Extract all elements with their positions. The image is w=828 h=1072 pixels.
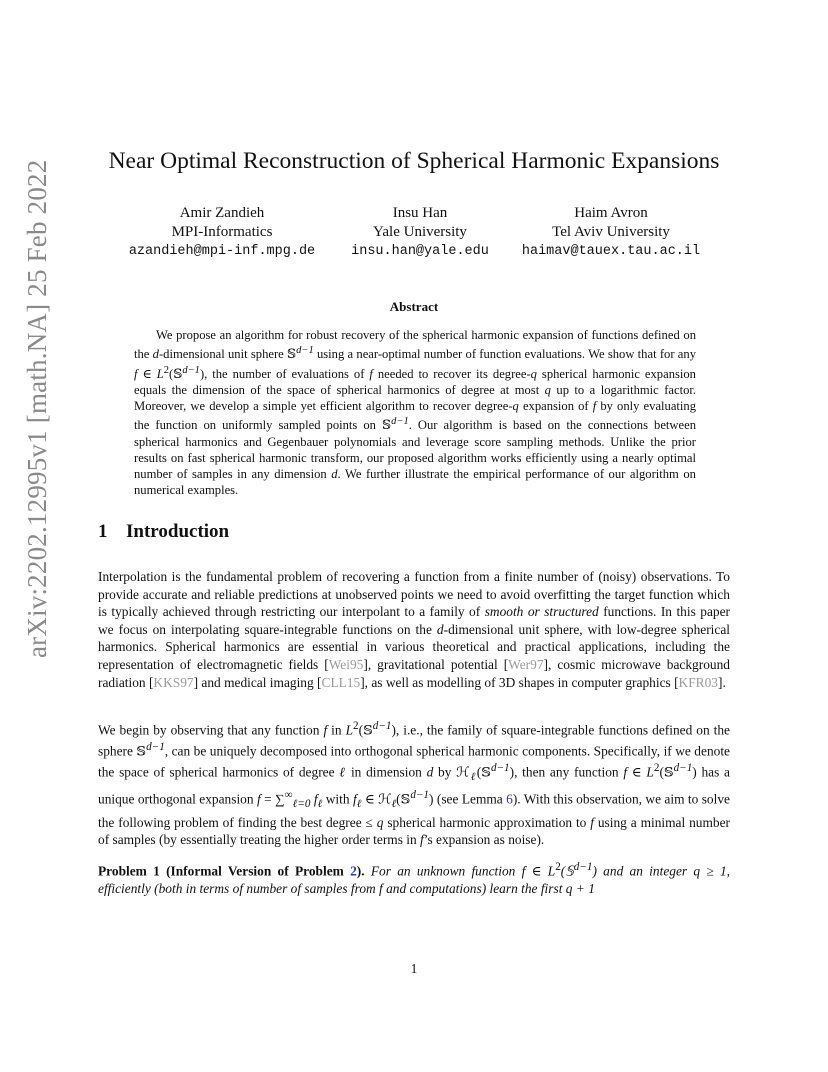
author-email[interactable]: azandieh@mpi-inf.mpg.de <box>128 244 316 259</box>
author-name: Insu Han <box>392 205 448 221</box>
author-affiliation: Tel Aviv University <box>552 224 670 240</box>
citation-link[interactable]: CLL15 <box>321 674 361 690</box>
lemma-link[interactable]: 6 <box>506 791 513 807</box>
abstract-heading: Abstract <box>389 299 439 314</box>
author-name: Amir Zandieh <box>179 205 265 221</box>
intro-paragraph-2: We begin by observing that any function f in $L^2(𝕊^{d-1})$, i.e., the family of square-integrable functions defined on the sphere 𝕊$^{d-1}$, can be uniquely decomposed into orthogonal spherical harmonic components. Specifically, if we denote the space of spherical harmonics of degree ℓ in dimension d by ℋ$_\ell$(𝕊$^{d-1}$), then any function f ∈ $L^2(𝕊^{d-1})$ has a unique orthogonal expansion $f = \sum^\infty_{\ell=0}$ $f_\ell$ with $f_\ell$ ∈ ℋ$_\ell$(𝕊$^{d-1}$) (see Lemma 6). With this observation, we aim to solve the following problem of finding the best degree ≤ q spherical harmonic approximation to f using a minimal number of samples (by essentially treating the higher order terms in f’s expansion as noise). <box>98 720 731 848</box>
author-affiliation: MPI-Informatics <box>171 224 273 240</box>
section-number: 1 <box>98 521 108 542</box>
abstract-text: We propose an algorithm for robust recovery of the spherical harmonic expansion of functions defined on the d-dimensional unit sphere 𝕊$^{d-1}$ using a near-optimal number of function evaluations. We show that for any f ∈ $L^2(𝕊^{d-1})$, the number of evaluations of f needed to recover its degree-q spherical harmonic expansion equals the dimension of the space of spherical harmonics of degree at most q up to a logarithmic factor. Moreover, we develop a simple yet efficient algorithm to recover degree-q expansion of f by only evaluating the function on uniformly sampled points on 𝕊$^{d-1}$. Our algorithm is based on the connections between spherical harmonics and Gegenbauer polynomials and leverage score sampling methods. Unlike the prior results on fast spherical harmonic transform, our proposed algorithm works efficiently using a nearly optimal number of samples in any dimension d. We further illustrate the empirical performance of our algorithm on numerical examples. <box>134 328 697 498</box>
problem-statement: Problem 1 (Informal Version of Problem 2). For an unknown function f ∈ $L^2(𝕊^{d-1})$ and an integer q ≥ 1, efficiently (both in terms of number of samples from f and computations) learn the first q + 1 <box>98 861 730 897</box>
author-name: Haim Avron <box>574 205 648 221</box>
section-heading <box>98 521 229 543</box>
citation-link[interactable]: KKS97 <box>153 674 194 690</box>
arxiv-identifier: arXiv:2202.12995v1 [math.NA] 25 Feb 2022 <box>22 159 52 658</box>
author-affiliation: Yale University <box>373 224 467 240</box>
intro-paragraph-1: Interpolation is the fundamental problem of recovering a function from a finite number of (noisy) observations. To provide accurate and reliable predictions at unobserved points we need to avoid overfitting the target function which is typically achieved through restricting our interpolant to a family of smooth or structured functions. In this paper we focus on interpolating square-integrable functions on the d-dimensional unit sphere, with low-degree spherical harmonics. Spherical harmonics are essential in various theoretical and practical applications, including the representation of electromagnetic fields [Wei95], gravitational potential [Wer97], cosmic microwave background radiation [KKS97] and medical imaging [CLL15], as well as modelling of 3D shapes in computer graphics [KFR03]. <box>98 569 731 690</box>
author-email[interactable]: haimav@tauex.tau.ac.il <box>521 244 701 259</box>
section-title: Introduction <box>126 521 230 542</box>
problem-link[interactable]: 2 <box>350 863 357 879</box>
citation-link[interactable]: Wei95 <box>328 656 364 672</box>
author-1 <box>122 204 322 261</box>
author-2 <box>332 204 508 261</box>
citation-link[interactable]: Wer97 <box>508 656 544 672</box>
author-3 <box>510 204 712 261</box>
page-number: 1 <box>410 961 418 976</box>
paper-title: Near Optimal Reconstruction of Spherical Harmonic Expansions <box>108 148 720 174</box>
author-email[interactable]: insu.han@yale.edu <box>351 244 489 259</box>
citation-link[interactable]: KFR03 <box>678 674 718 690</box>
